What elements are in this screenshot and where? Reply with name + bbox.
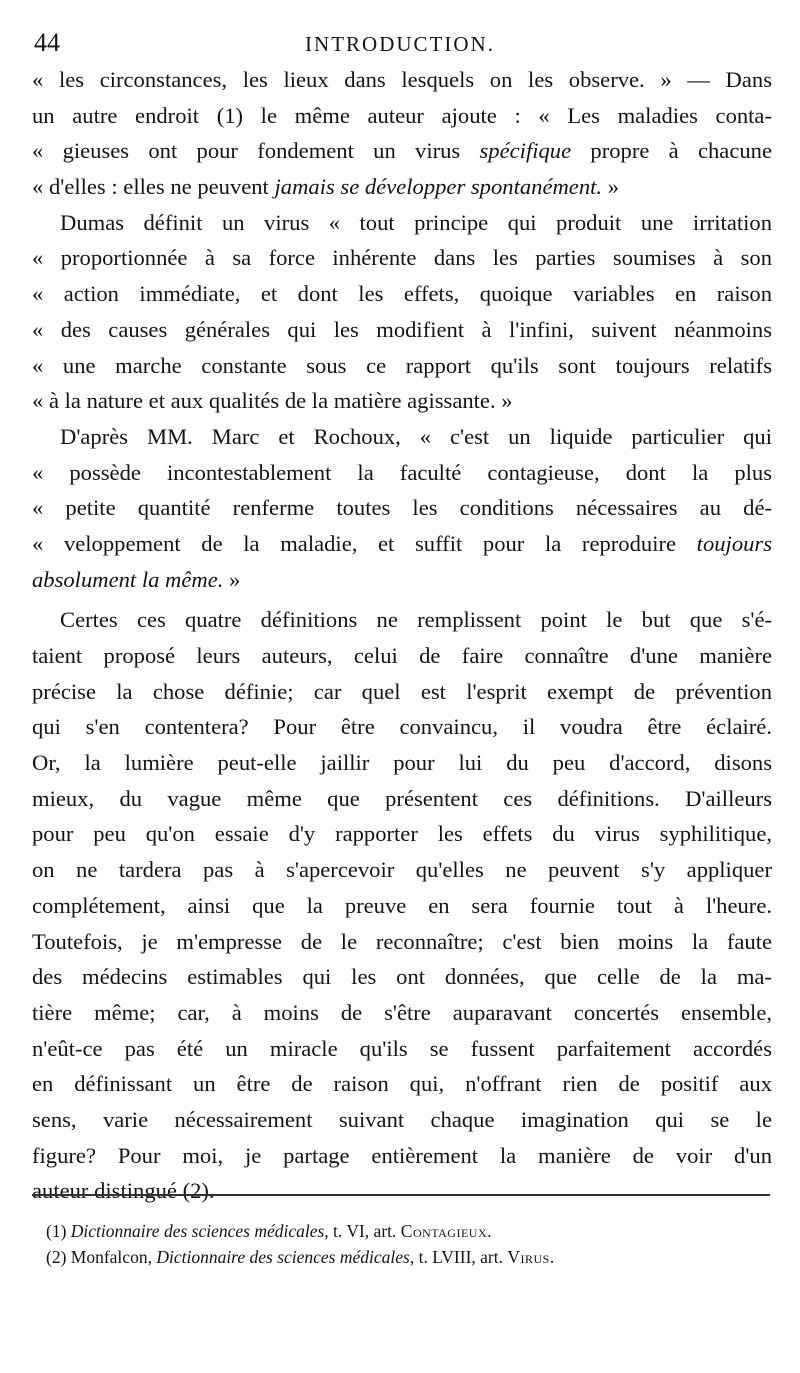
text-line: [32, 1102, 772, 1138]
text-line: [32, 781, 772, 817]
text-line: [32, 816, 772, 852]
text-line: [32, 1138, 772, 1174]
text-line: [32, 169, 772, 205]
text-segment: (1): [46, 1221, 71, 1241]
text-segment: en définissant un être de raison qui, n'offrant rien de positif aux: [32, 1071, 772, 1097]
text-line: [32, 924, 772, 960]
text-line: [32, 1066, 772, 1102]
text-segment: « à la nature et aux qualités de la matière agissante. »: [32, 388, 513, 414]
text-segment: précise la chose définie; car quel est l'esprit exempt de prévention: [32, 678, 772, 704]
text-segment: « d'elles : elles ne peuvent: [32, 174, 275, 200]
text-line: [32, 888, 772, 924]
running-title: INTRODUCTION.: [305, 32, 495, 56]
text-segment: (2) Monfalcon,: [46, 1247, 157, 1267]
text-line: [32, 490, 772, 526]
text-segment: »: [602, 174, 619, 200]
text-segment: complétement, ainsi que la preuve en sera fournie tout à l'heure.: [32, 892, 772, 918]
text-line: [32, 995, 772, 1031]
text-segment: Or, la lumière peut-elle jaillir pour lui du peu d'accord, disons: [32, 750, 772, 776]
text-segment: un autre endroit (1) le même auteur ajoute : « Les maladies conta-: [32, 102, 772, 128]
text-segment: « action immédiate, et dont les effets, quoique variables en raison: [32, 281, 772, 307]
text-segment: « gieuses ont pour fondement un virus: [32, 138, 480, 164]
text-line: [32, 959, 772, 995]
text-line: [32, 419, 772, 455]
text-segment: « des causes générales qui les modifient à l'infini, suivent néanmoins: [32, 316, 772, 342]
text-segment: , t. VI, art.: [324, 1221, 401, 1241]
small-caps-text: Virus.: [507, 1247, 555, 1267]
text-segment: n'eût-ce pas été un miracle qu'ils se fussent parfaitement accordés: [32, 1035, 772, 1061]
text-segment: Dumas définit un virus « tout principe qui produit une irritation: [60, 209, 772, 235]
text-segment: tière même; car, à moins de s'être auparavant concertés ensemble,: [32, 999, 772, 1025]
text-segment: »: [223, 566, 241, 592]
italic-text: jamais se développer spontanément.: [274, 174, 603, 200]
footnote-rule: [32, 1194, 770, 1196]
text-segment: qui s'en contentera? Pour être convaincu, il voudra être éclairé.: [32, 714, 772, 740]
text-line: [32, 1173, 772, 1209]
italic-text: toujours: [696, 530, 772, 556]
text-line: [32, 312, 772, 348]
text-segment: « une marche constante sous ce rapport qu'ils sont toujours relatifs: [32, 352, 772, 378]
text-segment: , t. LVIII, art.: [409, 1247, 508, 1267]
text-line: [32, 455, 772, 491]
text-line: [32, 602, 772, 638]
text-segment: « proportionnée à sa force inhérente dans les parties soumises à son: [32, 245, 772, 271]
italic-text: absolument la même.: [32, 566, 224, 592]
text-line: [32, 383, 772, 419]
footnote: [46, 1218, 746, 1244]
text-segment: « veloppement de la maladie, et suffit pour la reproduire: [32, 530, 697, 556]
text-segment: auteur distingué (2).: [32, 1178, 215, 1204]
text-segment: pour peu qu'on essaie d'y rapporter les effets du virus syphilitique,: [32, 821, 772, 847]
text-line: [32, 526, 772, 562]
text-segment: sens, varie nécessairement suivant chaque imagination qui se le: [32, 1106, 772, 1132]
italic-text: spécifique: [479, 138, 572, 164]
text-line: [32, 709, 772, 745]
text-line: [32, 852, 772, 888]
page-number: 44: [34, 28, 60, 57]
text-line: [32, 638, 772, 674]
text-segment: mieux, du vague même que présentent ces définitions. D'ailleurs: [32, 785, 772, 811]
text-segment: « possède incontestablement la faculté contagieuse, dont la plus: [32, 459, 772, 485]
text-segment: des médecins estimables qui les ont données, que celle de la ma-: [32, 964, 772, 990]
text-segment: Toutefois, je m'empresse de le reconnaître; c'est bien moins la faute: [32, 928, 772, 954]
text-line: [32, 62, 772, 98]
text-line: [32, 674, 772, 710]
text-line: [32, 745, 772, 781]
body-text: [32, 62, 772, 1209]
small-caps-text: Contagieux.: [400, 1221, 493, 1241]
text-segment: on ne tardera pas à s'apercevoir qu'elles ne peuvent s'y appliquer: [32, 857, 772, 883]
text-line: [32, 205, 772, 241]
page-header: [34, 28, 766, 58]
text-line: [32, 348, 772, 384]
text-line: [32, 1031, 772, 1067]
text-segment: « les circonstances, les lieux dans lesquels on les observe. » — Dans: [32, 67, 772, 92]
text-segment: Certes ces quatre définitions ne remplissent point le but que s'é-: [60, 607, 772, 633]
text-line: [32, 276, 772, 312]
italic-text: Dictionnaire des sciences médicales: [156, 1247, 410, 1267]
text-line: [32, 562, 772, 598]
footnote: [46, 1244, 746, 1270]
text-segment: D'après MM. Marc et Rochoux, « c'est un liquide particulier qui: [60, 423, 772, 449]
text-segment: taient proposé leurs auteurs, celui de faire connaître d'une manière: [32, 643, 772, 668]
text-segment: « petite quantité renferme toutes les conditions nécessaires au dé-: [32, 495, 772, 521]
text-line: [32, 98, 772, 134]
text-segment: propre à chacune: [571, 138, 772, 164]
text-line: [32, 240, 772, 276]
text-line: [32, 133, 772, 169]
footnotes: [46, 1218, 746, 1270]
italic-text: Dictionnaire des sciences médicales: [70, 1221, 325, 1241]
text-segment: figure? Pour moi, je partage entièrement la manière de voir d'un: [32, 1142, 772, 1168]
